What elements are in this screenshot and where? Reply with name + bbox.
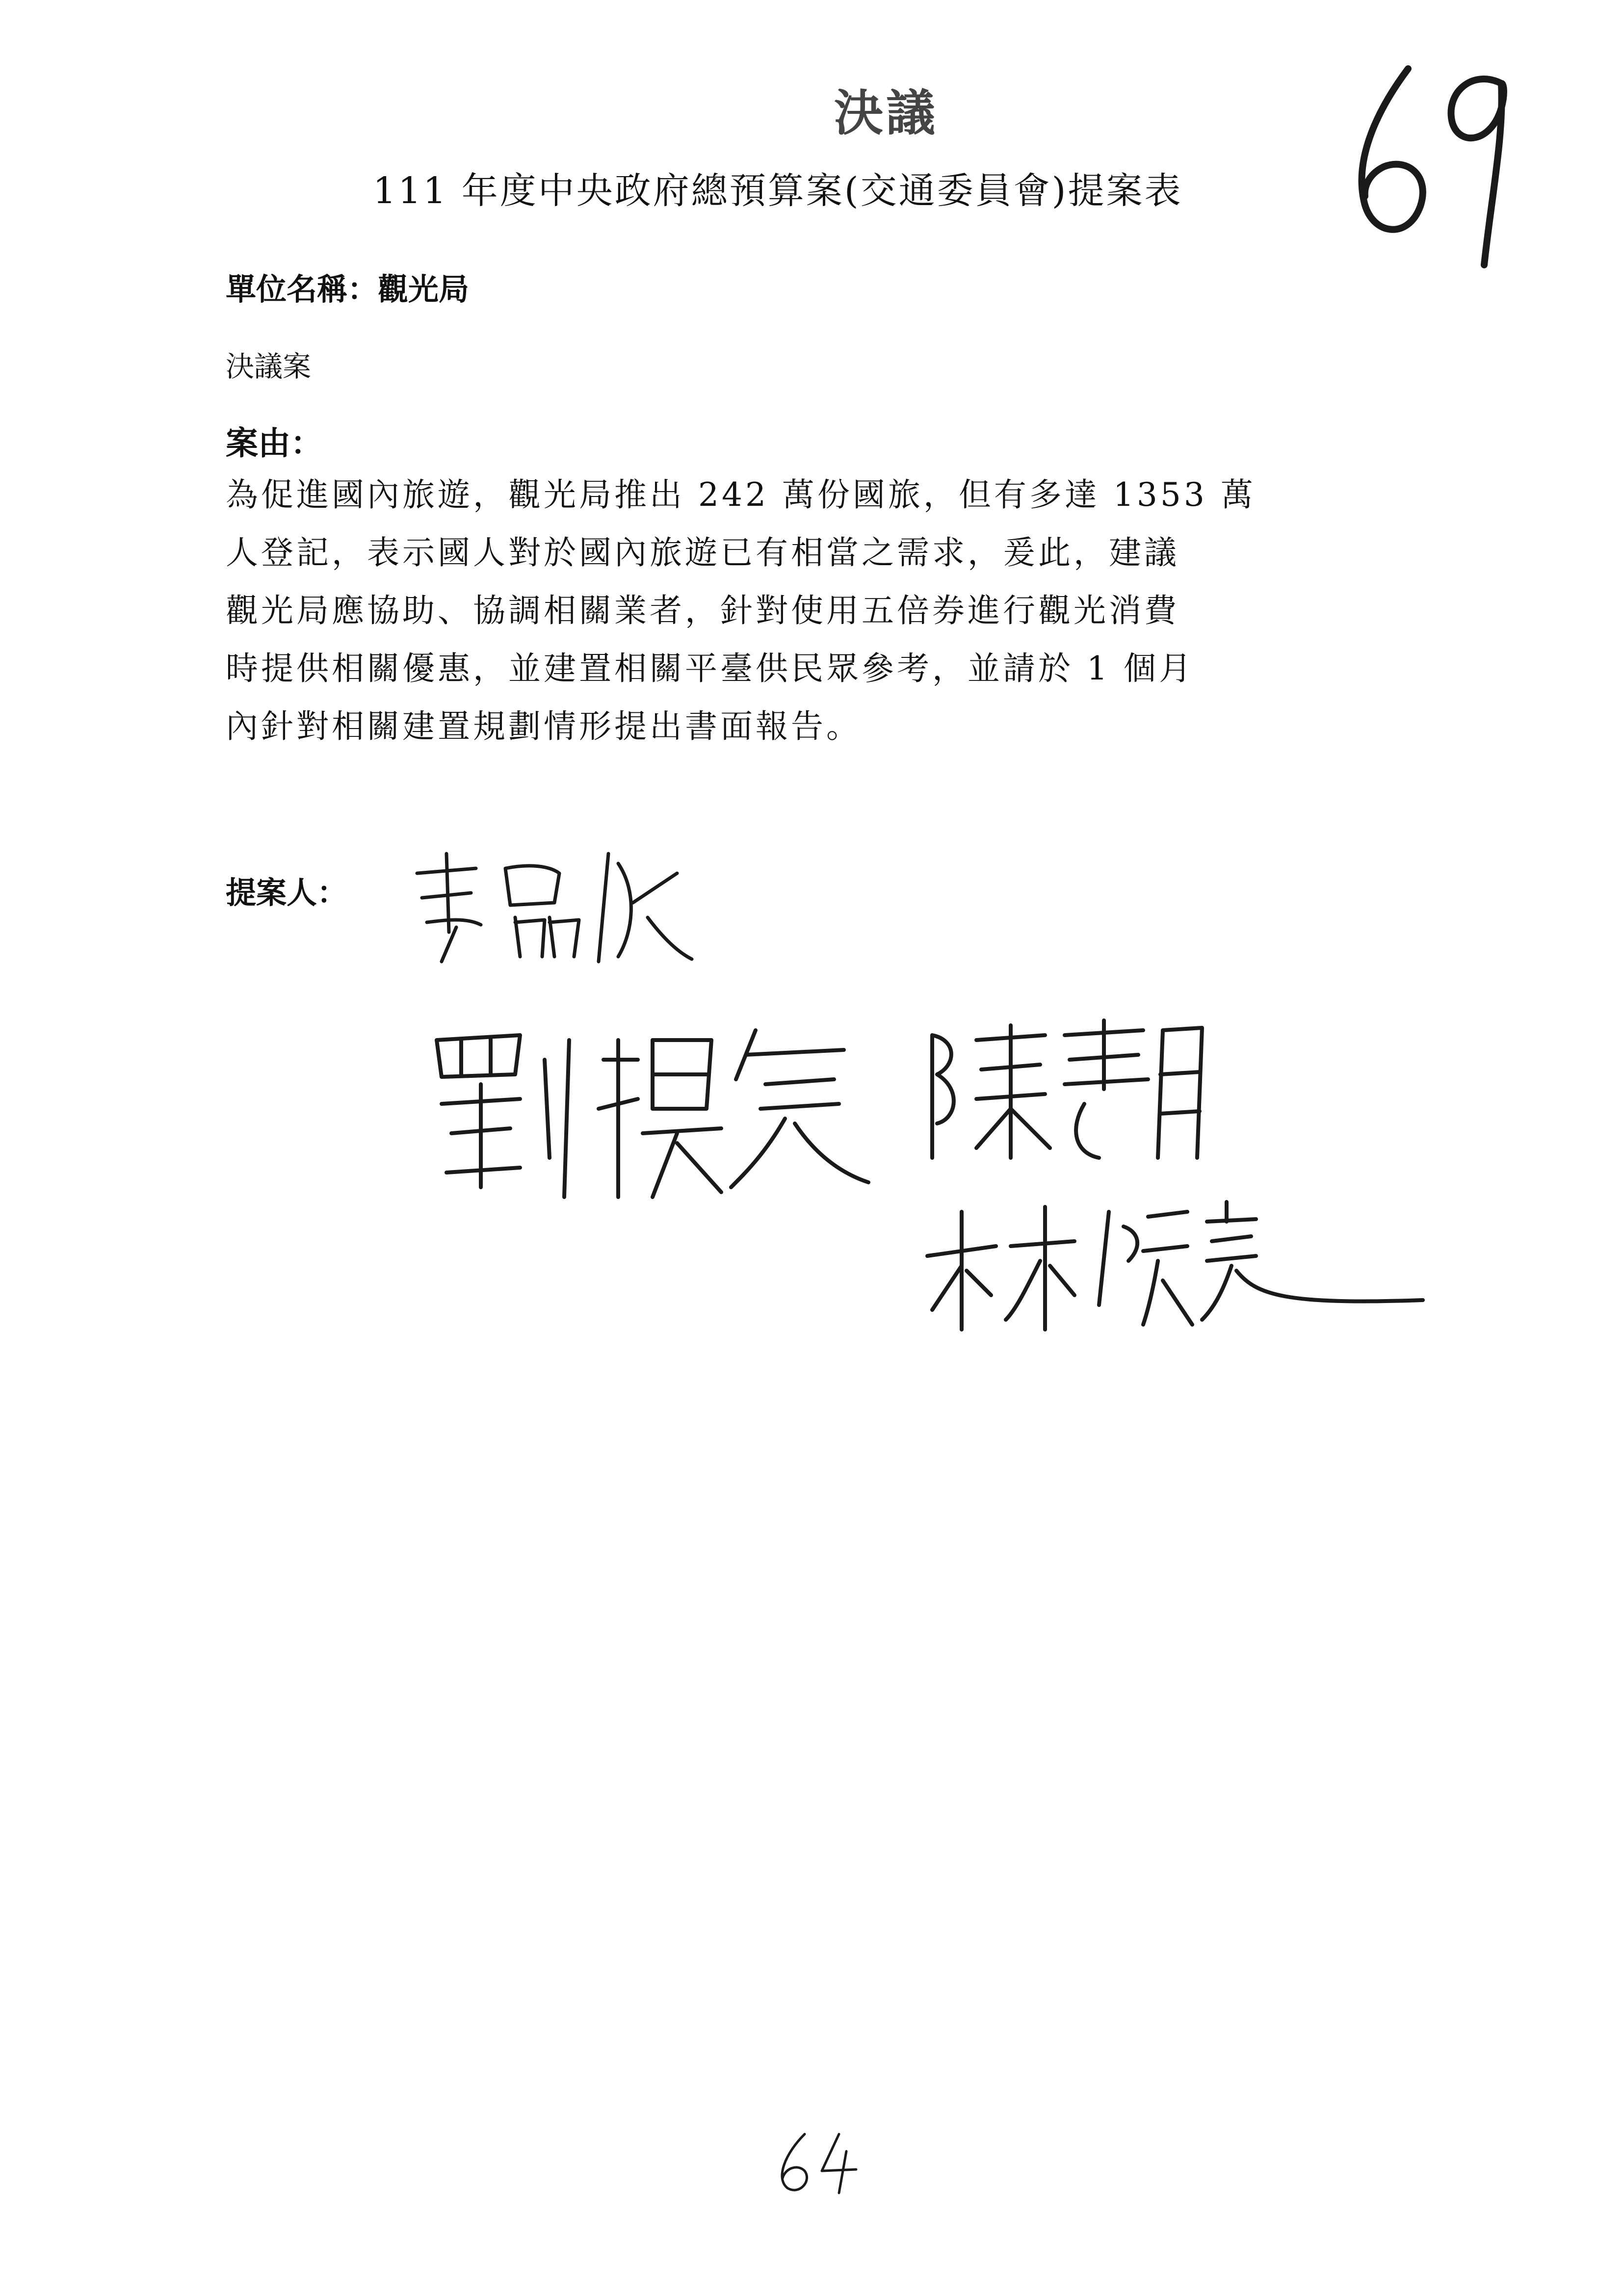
reason-line: 時提供相關優惠，並建置相關平臺供民眾參考，並請於 1 個月 (226, 650, 1194, 687)
signature-4 (913, 1182, 1433, 1344)
document-type: 決議案 (226, 350, 312, 383)
reason-line: 為促進國內旅遊，觀光局推出 242 萬份國旅，但有多達 1353 萬 (226, 476, 1256, 514)
reason-body (226, 466, 1442, 756)
signature-1 (402, 834, 707, 981)
footer-page-number (765, 2124, 873, 2198)
reason-line: 內針對相關建置規劃情形提出書面報告。 (226, 707, 862, 745)
document-title: 111 年度中央政府總預算案(交通委員會)提案表 (373, 170, 1183, 212)
handwritten-page-number (1335, 49, 1541, 275)
unit-name-row (226, 265, 469, 309)
unit-name-value: 觀光局 (378, 271, 470, 307)
unit-name-label: 單位名稱： (226, 271, 378, 307)
proposer-label: 提案人： (226, 875, 348, 911)
reason-line: 觀光局應協助、協調相關業者，針對使用五倍券進行觀光消費 (226, 592, 1179, 629)
signature-2 (422, 1011, 878, 1207)
reason-heading: 案由： (226, 424, 323, 462)
resolution-stamp: 決議 (834, 84, 938, 142)
reason-line: 人登記，表示國人對於國內旅遊已有相當之需求，爰此，建議 (226, 534, 1179, 572)
signature-3 (913, 1011, 1217, 1177)
